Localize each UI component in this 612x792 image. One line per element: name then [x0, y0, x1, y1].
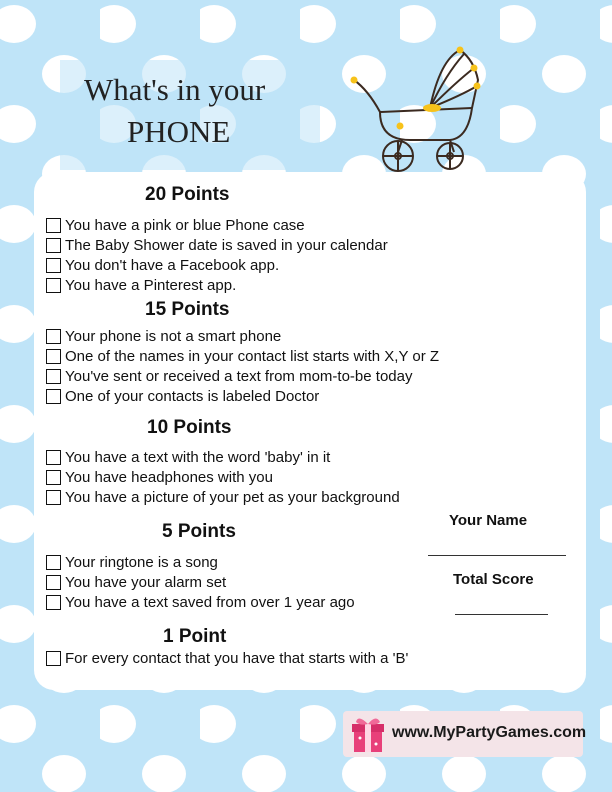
score-line[interactable]	[455, 614, 548, 615]
title-line-1: What's in your	[84, 72, 266, 107]
checkbox[interactable]	[46, 651, 61, 666]
checkbox[interactable]	[46, 490, 61, 505]
gift-icon	[346, 712, 390, 756]
checkbox[interactable]	[46, 258, 61, 273]
checklist-item[interactable]: You have your alarm set	[46, 573, 226, 591]
checklist-item[interactable]: You have a text saved from over 1 year ago	[46, 593, 355, 611]
checkbox[interactable]	[46, 238, 61, 253]
checklist-item[interactable]: Your ringtone is a song	[46, 553, 218, 571]
checklist-item[interactable]: You've sent or received a text from mom-to-be today	[46, 367, 412, 385]
website-url: www.MyPartyGames.com	[392, 724, 587, 741]
checklist-item[interactable]: You have a picture of your pet as your background	[46, 488, 400, 506]
checkbox[interactable]	[46, 389, 61, 404]
section-heading-10: 10 Points	[147, 417, 232, 438]
checklist-item[interactable]: You don't have a Facebook app.	[46, 256, 279, 274]
baby-stroller-icon	[350, 40, 490, 175]
section-heading-5: 5 Points	[162, 521, 236, 542]
checkbox[interactable]	[46, 329, 61, 344]
checklist-item[interactable]: One of your contacts is labeled Doctor	[46, 387, 319, 405]
checkbox[interactable]	[46, 349, 61, 364]
checkbox[interactable]	[46, 595, 61, 610]
checkbox[interactable]	[46, 470, 61, 485]
title-line-2: PHONE	[127, 114, 231, 149]
your-name-label: Your Name	[449, 512, 528, 529]
checklist-item[interactable]: The Baby Shower date is saved in your calendar	[46, 236, 388, 254]
total-score-label: Total Score	[453, 571, 534, 588]
checkbox[interactable]	[46, 278, 61, 293]
checklist-item[interactable]: For every contact that you have that starts with a 'B'	[46, 649, 408, 667]
checkbox[interactable]	[46, 369, 61, 384]
checkbox[interactable]	[46, 555, 61, 570]
checklist-item[interactable]: You have a text with the word 'baby' in it	[46, 448, 330, 466]
name-line[interactable]	[428, 555, 566, 556]
section-heading-1: 1 Point	[163, 626, 227, 647]
checkbox[interactable]	[46, 450, 61, 465]
checklist-item[interactable]: You have a pink or blue Phone case	[46, 216, 305, 234]
checklist-item[interactable]: One of the names in your contact list starts with X,Y or Z	[46, 347, 439, 365]
section-heading-15: 15 Points	[145, 299, 230, 320]
section-heading-20: 20 Points	[145, 184, 230, 205]
checkbox[interactable]	[46, 575, 61, 590]
checklist-item[interactable]: You have headphones with you	[46, 468, 273, 486]
checkbox[interactable]	[46, 218, 61, 233]
checklist-item[interactable]: You have a Pinterest app.	[46, 276, 236, 294]
checklist-item[interactable]: Your phone is not a smart phone	[46, 327, 281, 345]
